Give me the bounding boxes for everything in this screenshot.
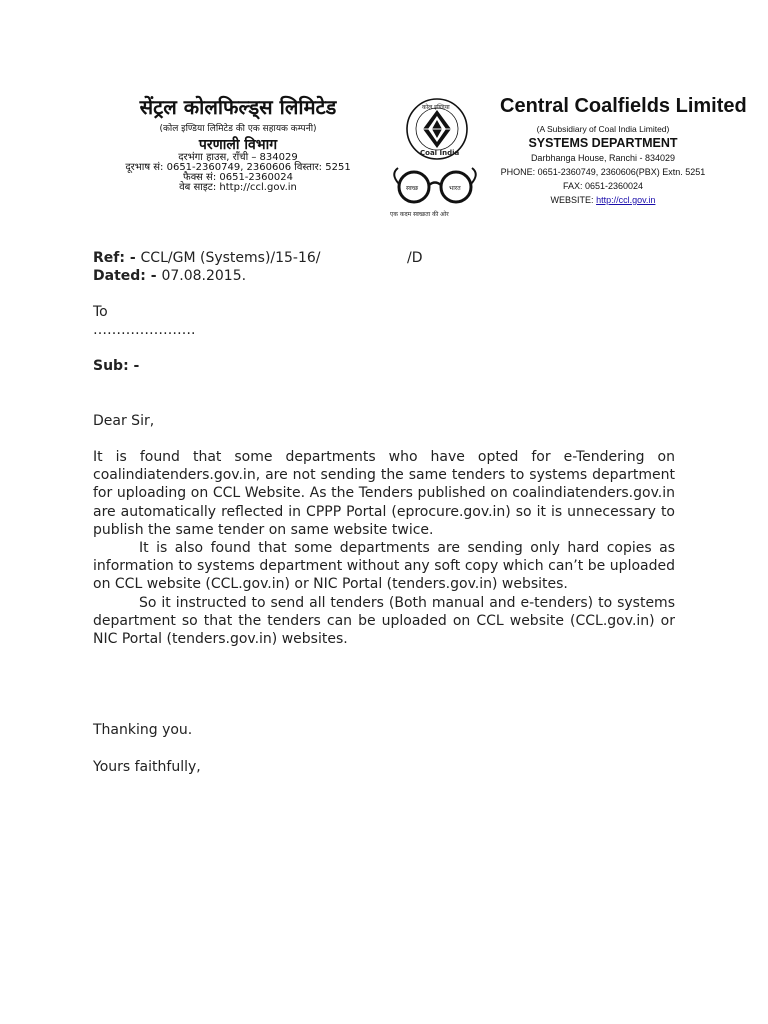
- swachh-right-text: भारत: [449, 185, 461, 192]
- logo-top-text: कोल इण्डिया: [422, 104, 450, 111]
- hindi-fax: फैक्स सं: 0651-2360024: [183, 172, 293, 183]
- paragraph-2: It is also found that some departments are sending only hard copies as information to systems department without any soft copy which can’t be uploaded on CCL website (CCL.gov.in) or NIC Portal (tenders.gov.in) websites.: [93, 540, 675, 593]
- english-letterhead: [498, 94, 768, 207]
- website-link[interactable]: http://ccl.gov.in: [596, 195, 656, 205]
- date-line: [93, 267, 675, 285]
- paragraph-3: So it instructed to send all tenders (Both manual and e-tenders) to systems department so that the tenders can be uploaded on CCL website (CCL.gov.in) or NIC Portal (tenders.gov.in) websites.: [93, 594, 675, 648]
- logo-bottom-text: Coal India: [420, 149, 460, 157]
- ref-label: Ref: -: [93, 250, 141, 266]
- ref-suffix: /D: [407, 250, 423, 266]
- hindi-company-name: सेंट्रल कोलफिल्ड्स लिमिटेड: [139, 95, 337, 119]
- english-subsidiary: (A Subsidiary of Coal India Limited): [536, 124, 670, 134]
- swachh-left-text: स्वच्छ: [406, 185, 419, 192]
- closing-signoff: Yours faithfully,: [93, 759, 201, 775]
- to-label: To: [93, 304, 108, 320]
- english-address: Darbhanga House, Ranchi - 834029: [530, 153, 676, 163]
- hindi-department: परणाली विभाग: [198, 137, 278, 153]
- to-placeholder: ………………….: [93, 322, 196, 338]
- ref-line: [93, 249, 675, 267]
- hindi-phone: दूरभाष सं: 0651-2360749, 2360606 विस्तार: 5251: [125, 162, 351, 173]
- date-value: 07.08.2015.: [161, 268, 247, 284]
- english-phone: PHONE: 0651-2360749, 2360606(PBX) Extn. 5251: [500, 167, 706, 177]
- date-label: Dated: -: [93, 268, 162, 284]
- hindi-letterhead: [88, 94, 388, 193]
- english-website: [458, 193, 748, 207]
- closing-thanks: Thanking you.: [93, 722, 193, 738]
- hindi-address: दरभंगा हाउस, राँची – 834029: [178, 152, 298, 163]
- hindi-website: वेब साइट: http://ccl.gov.in: [179, 182, 297, 193]
- paragraph-1: It is found that some departments who have opted for e-Tendering on coalindiatenders.gov.in, are not sending the same tenders to systems department for uploading on CCL Website. As the Tenders published on coalindiatenders.gov.in are automatically reflected in CPPP Portal (eprocure.gov.in) so it is unnecessary to publish the same tender on same website twice.: [93, 449, 675, 538]
- salutation: Dear Sir,: [93, 413, 155, 429]
- logo-tagline: एक कदम स्वच्छता की ओर: [390, 211, 449, 218]
- english-fax: FAX: 0651-2360024: [562, 181, 644, 191]
- english-department: SYSTEMS DEPARTMENT: [528, 136, 678, 150]
- hindi-subsidiary: (कोल इण्डिया लिमिटेड की एक सहायक कम्पनी): [159, 124, 317, 134]
- english-company-name: Central Coalfields Limited: [500, 95, 747, 117]
- letter-body: [93, 448, 675, 648]
- website-label: WEBSITE:: [550, 195, 597, 205]
- ref-value: CCL/GM (Systems)/15-16/: [140, 250, 321, 266]
- subject-label: Sub: -: [93, 358, 140, 374]
